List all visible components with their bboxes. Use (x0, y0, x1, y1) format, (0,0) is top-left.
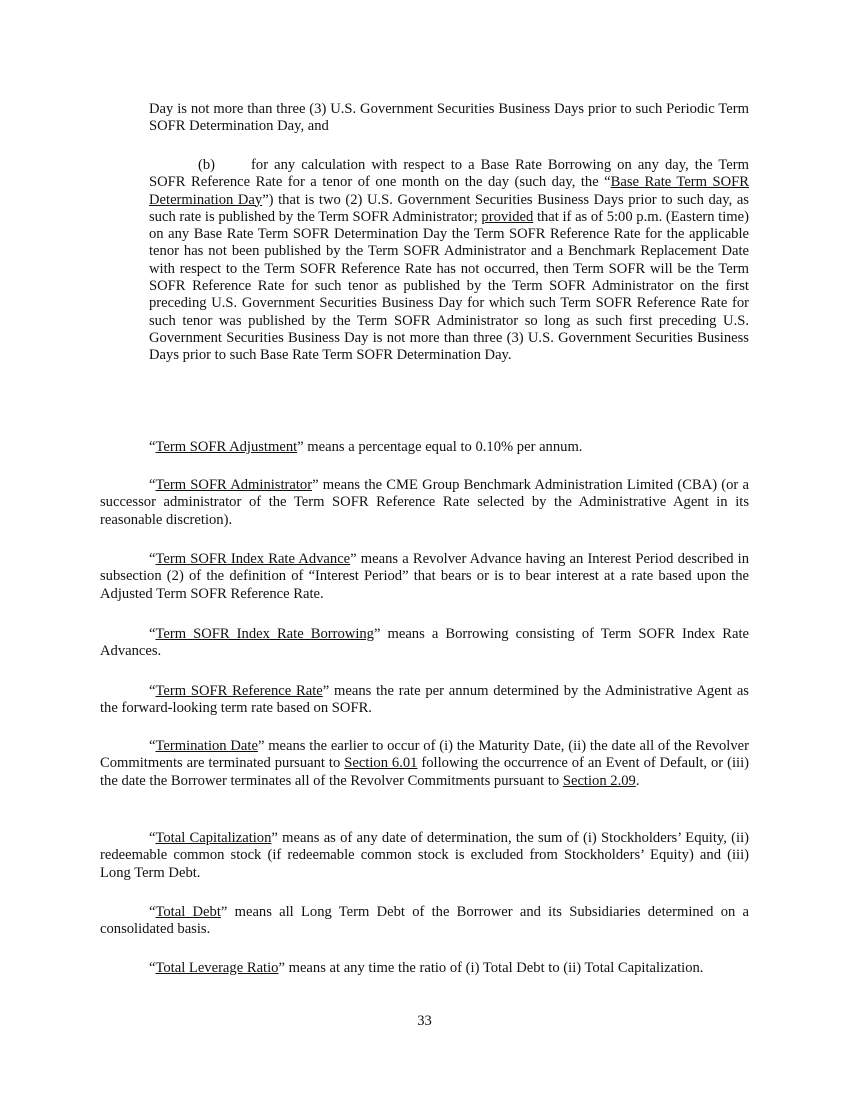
section-reference: Section 2.09 (562, 772, 636, 789)
defined-term: Term SOFR Index Rate Borrowing (155, 626, 374, 642)
section-reference: Section 6.01 (344, 755, 418, 772)
defined-term: Total Capitalization (155, 830, 272, 846)
subsection-label: (b) (198, 157, 216, 173)
defined-term: Term SOFR Administrator (155, 477, 313, 493)
continued-paragraph: Day is not more than three (3) U.S. Government Securities Business Days prior to such Periodic Term SOFR Determination Day, and (149, 101, 749, 135)
defined-term: Term SOFR Index Rate Advance (155, 551, 351, 567)
definition-term-sofr-administrator: “Term SOFR Administrator” means the CME Group Benchmark Administration Limited (CBA) (or a successor administrator of the Term SOFR Reference Rate selected by the Administrative Agent in its reasonable discretion). (100, 477, 749, 528)
definition-total-leverage-ratio: “Total Leverage Ratio” means at any time the ratio of (i) Total Debt to (ii) Total Capitalization. (149, 960, 704, 976)
definition-term-sofr-adjustment: “Term SOFR Adjustment” means a percentage equal to 0.10% per annum. (149, 439, 583, 455)
defined-term: Base Rate Term SOFR Determination Day (149, 174, 749, 208)
defined-term: Term SOFR Reference Rate (155, 683, 323, 699)
page-number: 33 (417, 1013, 432, 1029)
definition-index-rate-borrowing: “Term SOFR Index Rate Borrowing” means a Borrowing consisting of Term SOFR Index Rate Advances. (100, 626, 749, 660)
definition-index-rate-advance: “Term SOFR Index Rate Advance” means a Revolver Advance having an Interest Period described in subsection (2) of the definition of “Interest Period” that bears or is to bear interest at a rate based upon the Adjusted Term SOFR Reference Rate. (100, 551, 749, 602)
defined-term: Termination Date (155, 738, 258, 754)
defined-term: Total Leverage Ratio (155, 960, 279, 976)
definition-total-debt: “Total Debt” means all Long Term Debt of the Borrower and its Subsidiaries determined on a consolidated basis. (100, 904, 750, 938)
definition-termination-date: “Termination Date” means the earlier to occur of (i) the Maturity Date, (ii) the date all of the Revolver Commitments are terminated pursuant to Section 6.01 following the occurrence of an Event of Default, or (iii) the date the Borrower terminates all of the Revolver Commitments pursuant to Section 2.09. (100, 738, 749, 789)
definition-reference-rate: “Term SOFR Reference Rate” means the rate per annum determined by the Administrative Agent as the forward-looking term rate based on SOFR. (100, 683, 749, 717)
proviso-term: provided (481, 208, 534, 225)
definition-total-capitalization: “Total Capitalization” means as of any date of determination, the sum of (i) Stockholders’ Equity, (ii) redeemable common stock (if redeemable common stock is excluded from Stockholders’ Equity) and (iii) Long Term Debt. (100, 830, 749, 881)
subsection-b: (b) for any calculation with respect to a Base Rate Borrowing on any day, the Term SOFR Reference Rate for a tenor of one month on the day (such day, the “Base Rate Term SOFR Determination Day”) that is two (2) U.S. Government Securities Business Days prior to such day, as such rate is published by the Term SOFR Administrator; provided that if as of 5:00 p.m. (Eastern time) on any Base Rate Term SOFR Determination Day the Term SOFR Reference Rate for the applicable tenor has not been published by the Term SOFR Administrator and a Benchmark Replacement Date with respect to the Term SOFR Reference Rate has not occurred, then Term SOFR will be the Term SOFR Reference Rate for such tenor as published by the Term SOFR Administrator on the first preceding U.S. Government Securities Business Day for which such Term SOFR Reference Rate for such tenor was published by the Term SOFR Administrator so long as such first preceding U.S. Government Securities Business Day is not more than three (3) U.S. Government Securities Business Days prior to such Base Rate Term SOFR Determination Day. (149, 157, 749, 364)
defined-term: Term SOFR Adjustment (155, 439, 298, 455)
defined-term: Total Debt (155, 904, 221, 920)
